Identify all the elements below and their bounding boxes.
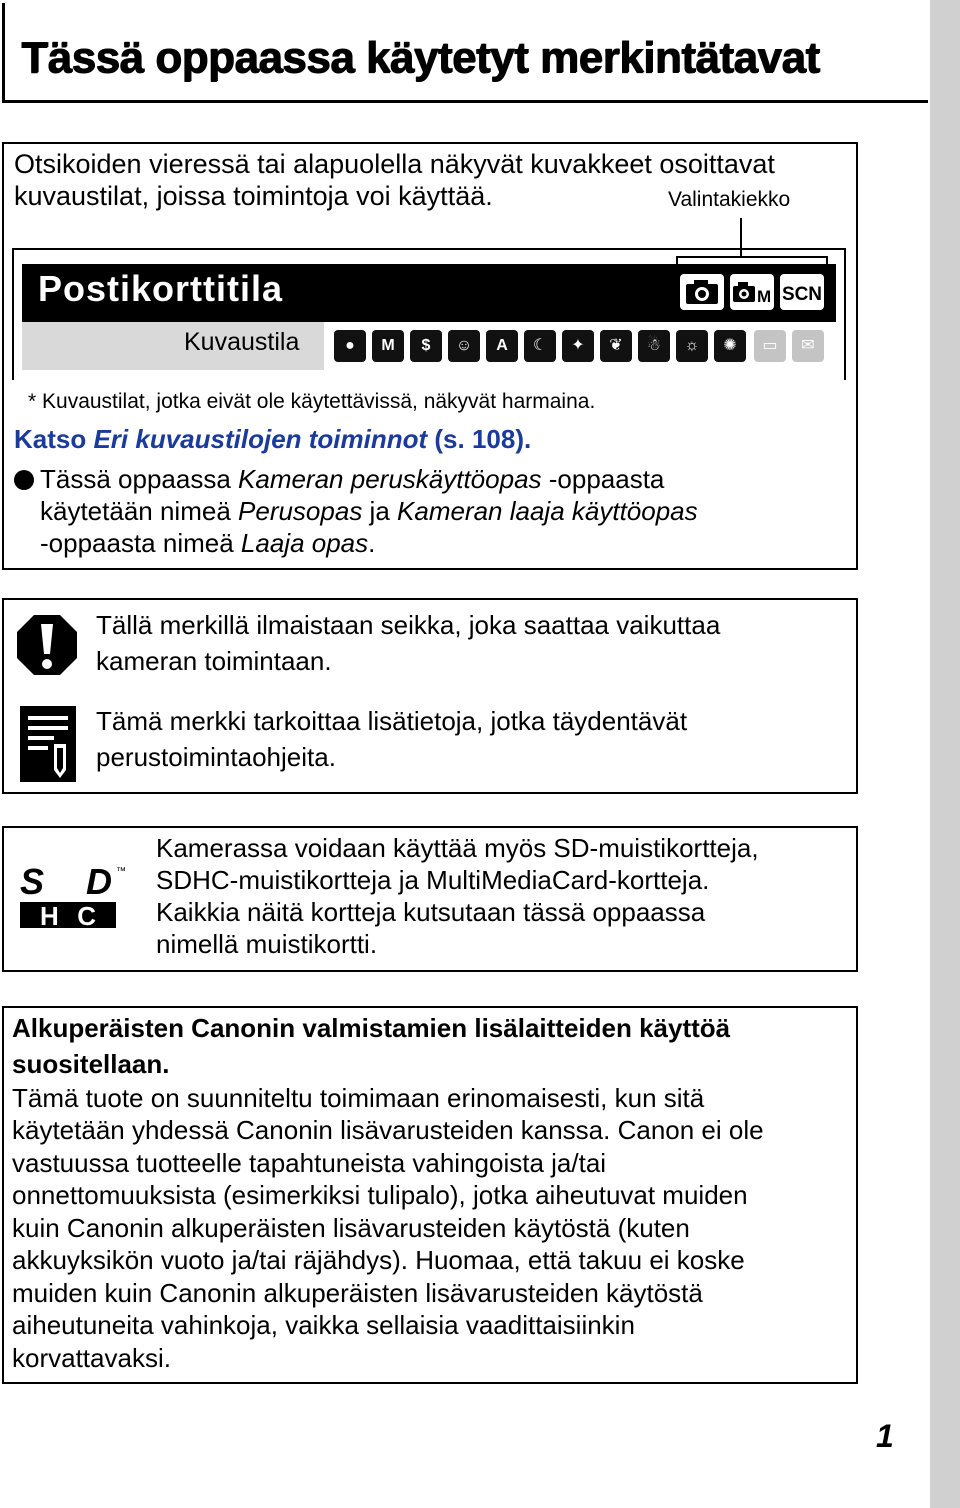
- night-scene-icon: ☾: [524, 330, 556, 362]
- note-line2: perustoimintaohjeita.: [96, 742, 336, 772]
- svg-text:™: ™: [116, 866, 126, 877]
- gray-mode-note: * Kuvaustilat, jotka eivät ole käytettävissä, näkyvät harmaina.: [28, 390, 596, 413]
- svg-text:SCN: SCN: [782, 284, 822, 305]
- accessory-body-line: aiheutuneita vahinkoja, vaikka sellaisia vaadittaisiinkin: [12, 1310, 635, 1340]
- page-title: Tässä oppaassa käytetyt merkintätavat: [21, 33, 820, 82]
- page-number: 1: [876, 1418, 894, 1454]
- accessory-body-line: kuin Canonin alkuperäisten lisävarusteiden käytöstä (kuten: [12, 1213, 690, 1243]
- sd-line3: Kaikkia näitä kortteja kutsutaan tässä oppaassa: [156, 897, 706, 927]
- see-italic: Eri kuvaustilojen toiminnot: [93, 424, 428, 454]
- caution-line1: Tällä merkillä ilmaistaan seikka, joka saattaa vaikuttaa: [96, 610, 721, 640]
- camera-auto-icon: [680, 274, 724, 310]
- postcard-mode-icon: ✉: [792, 330, 824, 362]
- see-reference[interactable]: [14, 424, 531, 455]
- accessory-body-line: korvattavaksi.: [12, 1343, 171, 1373]
- side-tab-bar: [930, 0, 960, 1508]
- fireworks-icon: ✺: [714, 330, 746, 362]
- scn-icon: [780, 274, 824, 310]
- accessory-body-line: akkuyksikön vuoto ja/tai räjähdys). Huomaa, että takuu ei koske: [12, 1245, 745, 1275]
- camera-manual-icon: [730, 274, 774, 310]
- title-block: [2, 3, 928, 103]
- dial-label: Valintakiekko: [668, 188, 791, 211]
- bullet-icon: [14, 470, 34, 490]
- see-prefix: Katso: [14, 424, 94, 454]
- modes-intro-line2: kuvaustilat, joissa toimintoja voi käyttää.: [14, 181, 493, 211]
- snow-icon: ☃: [638, 330, 670, 362]
- movie-mode-icon: ▭: [754, 330, 786, 362]
- shooting-mode-label: Kuvaustila: [184, 328, 300, 356]
- accessory-body-line: Tämä tuote on suunniteltu toimimaan erinomaisesti, kun sitä: [12, 1083, 705, 1113]
- svg-text:M: M: [757, 287, 772, 306]
- foliage-icon: ❦: [600, 330, 632, 362]
- caution-line2: kameran toimintaan.: [96, 646, 332, 676]
- accessory-heading-line2: suositellaan.: [12, 1049, 170, 1079]
- note-line1: Tämä merkki tarkoittaa lisätietoja, jotka täydentävät: [96, 706, 688, 736]
- accessory-body-line: muiden kuin Canonin alkuperäisten lisävarusteiden käytöstä: [12, 1278, 703, 1308]
- sdhc-logo-icon: [20, 862, 130, 937]
- bullet-line2: käytetään nimeä Perusopas ja Kameran laaja käyttöopas: [40, 496, 698, 526]
- caution-icon: [16, 614, 78, 681]
- example-title: Postikorttitila: [38, 268, 284, 309]
- digital-macro-icon: $: [410, 330, 442, 362]
- portrait-icon: ☺: [448, 330, 480, 362]
- sd-line1: Kamerassa voidaan käyttää myös SD-muistikortteja,: [156, 833, 759, 863]
- accessory-body-line: käytetään yhdessä Canonin lisävarusteiden kanssa. Canon ei ole: [12, 1115, 764, 1145]
- beach-icon: ☼: [676, 330, 708, 362]
- accessory-body-line: vastuussa tuotteelle tapahtuneista vahingoista ja/tai: [12, 1148, 607, 1178]
- accessory-heading-line1: Alkuperäisten Canonin valmistamien lisälaitteiden käyttöä: [12, 1013, 731, 1043]
- svg-text:SD: SD: [20, 862, 112, 902]
- auto-mode-icon: ●: [334, 330, 366, 362]
- bullet-line1: Tässä oppaassa Kameran peruskäyttöopas -oppaasta: [40, 464, 665, 494]
- note-icon: [18, 704, 78, 789]
- accessory-body-line: onnettomuuksista (esimerkiksi tulipalo), jotka aiheutuvat muiden: [12, 1180, 748, 1210]
- landscape-icon: A: [486, 330, 518, 362]
- modes-intro-line1: Otsikoiden vieressä tai alapuolella näkyvät kuvakkeet osoittavat: [14, 149, 775, 179]
- see-suffix: (s. 108).: [427, 424, 532, 454]
- sd-line4: nimellä muistikortti.: [156, 929, 378, 959]
- sd-line2: SDHC-muistikortteja ja MultiMediaCard-kortteja.: [156, 865, 710, 895]
- manual-mode-icon: M: [372, 330, 404, 362]
- bullet-line3: -oppaasta nimeä Laaja opas.: [40, 528, 376, 558]
- svg-text:HC: HC: [40, 901, 96, 931]
- kids-pets-icon: ✦: [562, 330, 594, 362]
